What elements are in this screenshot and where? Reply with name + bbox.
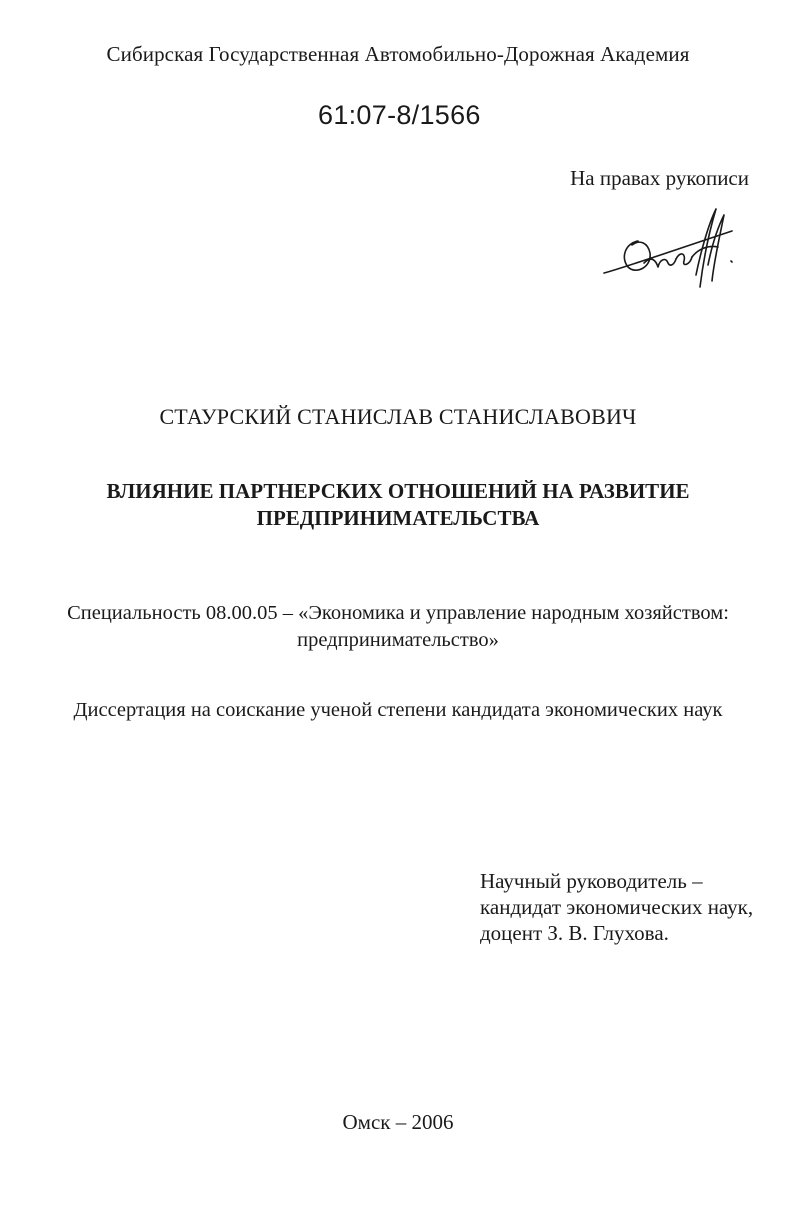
specialty	[0, 600, 796, 654]
specialty-line: Специальность 08.00.05 – «Экономика и управление народным хозяйством:	[67, 602, 729, 624]
manuscript-note: На правах рукописи	[570, 166, 749, 190]
supervisor-line: кандидат экономических наук,	[480, 895, 754, 919]
title-line: ПРЕДПРИНИМАТЕЛЬСТВА	[256, 506, 540, 530]
title-line: ВЛИЯНИЕ ПАРТНЕРСКИХ ОТНОШЕНИЙ НА РАЗВИТИЕ	[106, 479, 690, 503]
handwritten-signature	[600, 205, 740, 297]
supervisor-line: доцент З. В. Глухова.	[480, 921, 669, 945]
catalog-code: 61:07-8/1566	[318, 100, 481, 130]
author-name: СТАУРСКИЙ СТАНИСЛАВ СТАНИСЛАВОВИЧ	[159, 404, 637, 429]
supervisor-line: Научный руководитель –	[480, 869, 703, 893]
supervisor-block	[480, 868, 753, 946]
dissertation-title	[0, 478, 796, 532]
specialty-line: предпринимательство»	[297, 629, 499, 651]
institution-name: Сибирская Государственная Автомобильно-Дорожная Академия	[106, 42, 690, 66]
dissertation-statement: Диссертация на соискание ученой степени кандидата экономических наук	[73, 699, 723, 721]
city-year: Омск – 2006	[342, 1110, 454, 1134]
